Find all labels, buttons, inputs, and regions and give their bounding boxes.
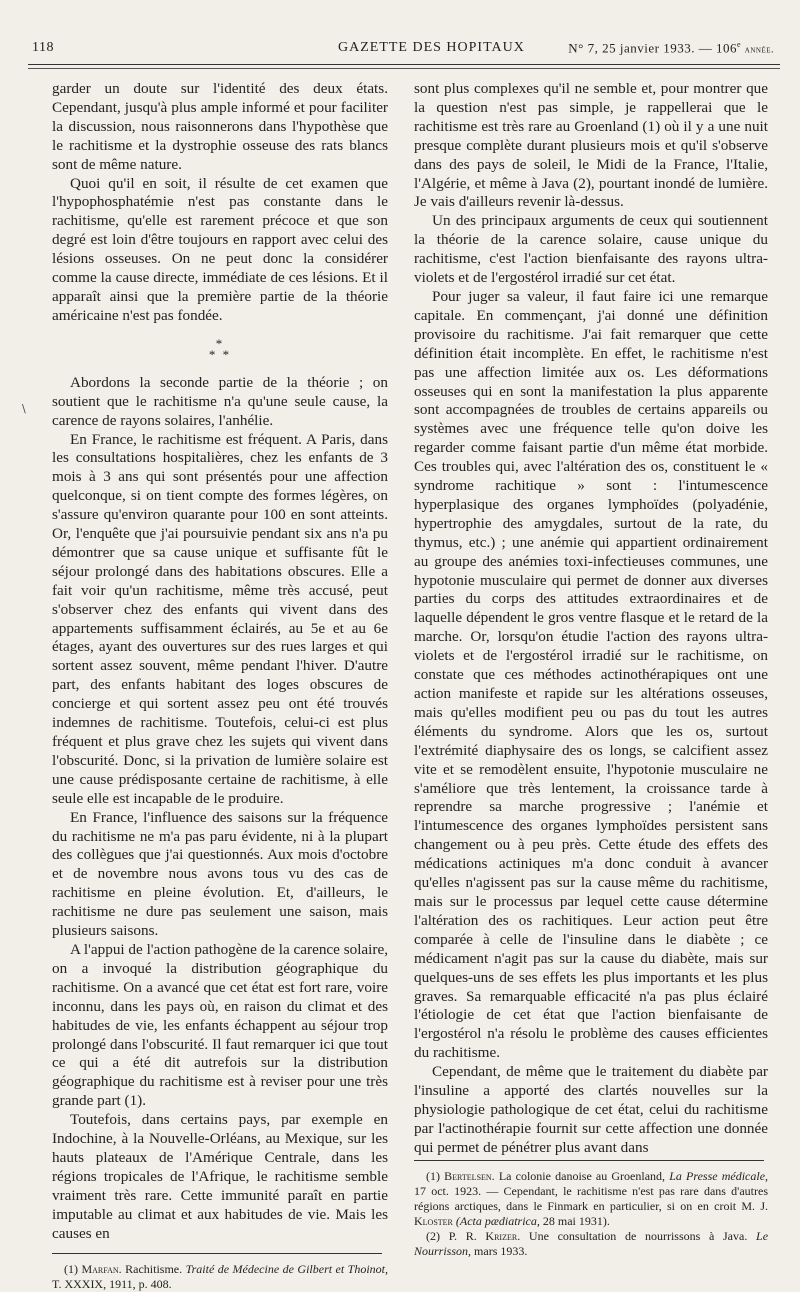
- left-paragraph: garder un doute sur l'identité des deux états. Cependant, jusqu'à plus ample informé et pour faciliter la discussion, nous raisonnerons dans l'hypothèse que le rachitisme et la dystrophie osseuse des rats blancs sont de même nature.: [52, 80, 388, 173]
- left-paragraph: Toutefois, dans certains pays, par exemple en Indochine, à la Nouvelle-Orléans, au Mexique, sur les hauts plateaux de l'Amérique Centrale, dans les régions tropicales de l'Afrique, le rachitisme semble vraiment très rare. Cette immunité paraît en partie imputable au climat et aux habitudes de vie. Mais les causes en: [52, 1111, 388, 1242]
- footnote-source: (Acta pædiatrica,: [455, 1213, 540, 1228]
- right-paragraph: Pour juger sa valeur, il faut faire ici une remarque capitale. En commençant, j'ai donné une définition provisoire du rachitisme. J'ai fait remarquer que cette définition était incomplète. En effet, le rachitisme n'est pas une affection limitée aux os. Les déformations osseuses qui en sont la manifestation la plus apparente sont accompagnées de troubles de certains appareils ou systèmes avec une fréquence telle qu'on doive les regarder comme faisant partie d'un même état morbide. Ces troubles qui, avec l'altération des os, constituent le « syndrome rachitique » sont : l'intumescence hyperplasique des organes lymphoïdes (polyadénie, hypertrophie des amygdales, surtout de la rate, du thymus, etc.) ; une anémie qui appartient ordinairement au groupe des anémies toxi-infectieuses communes, une hypotonie musculaire qui permet de donner aux diverses parties du corps des attitudes extraordinaires et de laquelle dépendent le gros ventre flasque et le retard de la marche. Or, lorsqu'on étudie l'action des rayons ultra-violets et de l'ergostérol irradié sur le rachitisme, on constate que ces méthodes actinothérapiques ont une action manifeste et rapide sur les altérations osseuses, mais qu'elles modifient peu ou pas du tout les autres éléments du syndrome. Alors que les os, surtout l'extrémité diaphysaire des os longs, se calcifient assez vite et se remodèlent ensuite, l'hypotonie musculaire ne s'améliore que très lentement, la croissance tarde à reprendre sa marche progressive ; l'anémie et l'intumescence des organes lymphoïdes persistent sans changement ou à peu près. Cette étude des effets des médications actiniques m'a donc conduit à avancer qu'elles n'agissent pas sur la cause même du rachitisme, mais sur le processus par lequel cette cause détermine l'altération des os rachitiques. Leur action peut être comparée à celle de l'insuline dans le diabète ; ce médicament n'agit pas sur la cause du diabète, mais sur quelques-uns de ses effets les plus importants et les plus graves. Sa remarquable efficacité n'a pas plus éclairé l'étiologie de cet état que l'action bienfaisante de l'ergostérol n'a résolu le problème des causes efficientes du rachitisme.: [414, 287, 768, 1062]
- footnote-text: Rachitisme.: [125, 1262, 183, 1277]
- right-footnotes: [414, 1169, 768, 1259]
- header-rule-thin: [28, 68, 780, 69]
- footnote-source: La Presse médicale,: [669, 1168, 769, 1183]
- footnote-number: (1): [426, 1168, 440, 1183]
- right-paragraph: Un des principaux arguments de ceux qui soutiennent la théorie de la carence solaire, cause unique du rachitisme, c'est l'action bienfaisante des rayons ultra-violets et de l'ergostérol irradié sur cet état.: [414, 212, 768, 287]
- page-header: [28, 38, 778, 62]
- left-footnotes: [52, 1262, 388, 1292]
- footnote-2: [414, 1229, 768, 1259]
- footnote-rule: [414, 1160, 764, 1161]
- left-paragraph: En France, le rachitisme est fréquent. A Paris, dans les consultations hospitalières, chez les enfants de 3 mois à 3 ans qui sont présentés pour une affection quelconque, si on tient compte des formes légères, on s'assure qu'environ quarante pour 100 en sont atteints. Or, l'enquête que j'ai poursuivie pendant six ans n'a pu démontrer que sa cause unique et suffisante fût le séjour prolongé dans des habitations obscures. Elle a fait voir qu'un rachitisme, même très accusé, peut s'observer chez des enfants qui vivent dans des appartements suffisamment éclairés, au 5e et au 6e étages, ayant des ouvertures sur des rues larges et qui sortent assez souvent, même pendant l'hiver. D'autre part, des enfants habitant des loges obscures de concierge et qui sortent assez peu ont été trouvés indemnes de rachitisme. Toutefois, celui-ci est plus fréquent et plus grave chez les sujets qui vivent dans l'obscurité. Donc, si la privation de lumière solaire est une cause prédisposante certaine de rachitisme, à elle seule elle est incapable de le produire.: [52, 430, 388, 807]
- footnote-author: Bertelsen.: [444, 1168, 495, 1183]
- left-column: [52, 80, 388, 1292]
- footnote-author: P. R. Krizer.: [448, 1228, 521, 1243]
- page-number: 118: [32, 40, 54, 55]
- left-paragraph: Abordons la seconde partie de la théorie ; on soutient que le rachitisme n'a qu'une seule cause, la carence de rayons solaires, l'anhélie.: [52, 373, 388, 429]
- footnote-text: 28 mai 1931).: [542, 1213, 610, 1228]
- footnote-source: Le Nourrisson,: [414, 1228, 769, 1258]
- footnote-text: La colonie danoise au Groenland,: [498, 1168, 666, 1183]
- footnote-text: 17 oct. 1923. — Cependant, le rachitisme n'est pas rare dans d'autres régions arctiques, dans le Finmark en particulier, si on en croit M. J.: [414, 1183, 768, 1213]
- margin-mark: \: [22, 402, 26, 415]
- section-separator: * * *: [208, 335, 232, 362]
- left-paragraph: Quoi qu'il en soit, il résulte de cet examen que l'hypophosphatémie n'est pas constante dans le rachitisme, qu'elle est rarement précoce et que son degré est loin d'être toujours en rapport avec celui des lésions osseuses. On ne peut donc la considérer comme la cause directe, immédiate de ces lésions. Et il apparaît ainsi que la première partie de la théorie américaine n'est pas fondée.: [52, 174, 388, 324]
- footnote-number: (2): [426, 1228, 440, 1243]
- footnote-author: Kloster: [414, 1213, 453, 1228]
- issue-annee: année.: [744, 44, 774, 56]
- footnote-source: Traité de Médecine de Gilbert et Thoinot,: [185, 1262, 389, 1277]
- footnote-text: Une consultation de nourrissons à Java.: [528, 1228, 748, 1243]
- journal-title: GAZETTE DES HOPITAUX: [338, 40, 525, 55]
- footnote-rule: [52, 1253, 382, 1254]
- footnote-1: [414, 1169, 768, 1229]
- left-paragraph: A l'appui de l'action pathogène de la carence solaire, on a invoqué la distribution géographique du rachitisme. On a avancé que cet état est fort rare, voire inconnu, dans les pays où, en raison du climat et des habitudes de vie, les enfants échappent au séjour trop prolongé dans l'obscurité. Il faut remarquer ici que tout ce qui a été dit autrefois sur la distribution géographique du rachitisme est à reviser pour une très grande part (1).: [52, 940, 388, 1110]
- left-paragraph: En France, l'influence des saisons sur la fréquence du rachitisme ne m'a pas paru évidente, ni à la plupart des collègues que j'ai questionnés. Aux mois d'octobre et de novembre nous avons tous vu des cas de rachitisme en pleine évolution. Et, d'ailleurs, le rachitisme ne dure pas seulement une saison, mais plusieurs saisons.: [52, 808, 388, 940]
- issue-info: [568, 40, 774, 56]
- header-rule: [28, 64, 780, 65]
- right-paragraph: sont plus complexes qu'il ne semble et, pour montrer que la question n'est pas simple, je rappellerai que le rachitisme est très rare au Groenland (1) où il y a une nuit presque complète durant plusieurs mois et qu'il s'observe dans des pays de soleil, le Midi de la France, l'Italie, l'Algérie, et même à Java (2), pourtant inondé de lumière. Je vais d'ailleurs revenir là-dessus.: [414, 80, 768, 211]
- right-paragraph: Cependant, de même que le traitement du diabète par l'insuline a apporté des clartés nouvelles sur la physiologie pathologique de cet état, celui du rachitisme par l'actinothérapie fournit sur cette affection une donnée qui permet de pénétrer plus avant dans: [414, 1063, 768, 1156]
- footnote-1: [52, 1262, 388, 1292]
- right-column: [414, 80, 768, 1259]
- footnote-author: Marfan.: [81, 1262, 122, 1277]
- footnote-number: (1): [64, 1262, 78, 1277]
- issue-date: N° 7, 25 janvier 1933. — 106: [568, 40, 737, 56]
- footnote-text: mars 1933.: [474, 1243, 528, 1258]
- issue-sup: e: [736, 40, 742, 49]
- footnote-details: T. XXXIX, 1911, p. 408.: [52, 1277, 172, 1292]
